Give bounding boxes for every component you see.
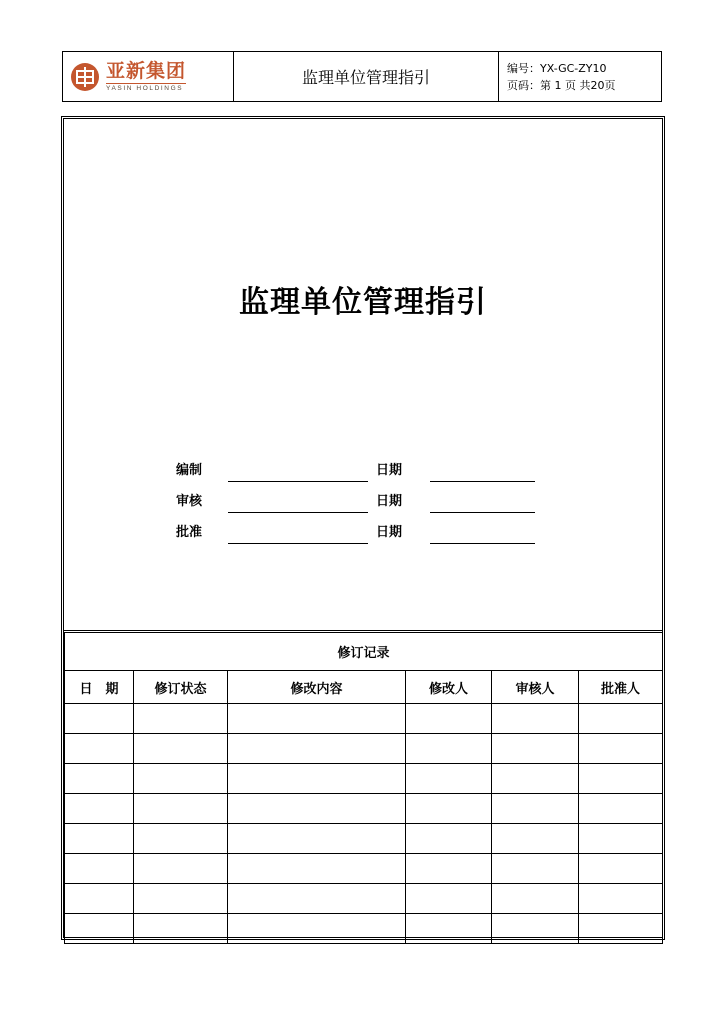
table-cell[interactable] — [406, 824, 492, 854]
table-cell[interactable] — [228, 824, 406, 854]
table-cell[interactable] — [406, 764, 492, 794]
table-cell[interactable] — [406, 794, 492, 824]
table-cell[interactable] — [492, 794, 579, 824]
table-cell[interactable] — [406, 704, 492, 734]
table-cell[interactable] — [579, 704, 663, 734]
table-cell[interactable] — [579, 764, 663, 794]
revision-body — [65, 704, 663, 944]
revision-table — [64, 633, 663, 944]
date-line[interactable] — [430, 543, 535, 544]
company-logo — [63, 52, 234, 101]
signature-label: 批准 — [176, 525, 203, 540]
table-cell[interactable] — [228, 794, 406, 824]
date-label: 日期 — [376, 525, 403, 540]
column-header-content: 修改内容 — [228, 671, 406, 704]
company-logo-icon — [70, 62, 100, 92]
signature-row-review — [64, 490, 662, 516]
logo-chinese-name: 亚新集团 — [106, 60, 187, 82]
table-cell[interactable] — [134, 734, 228, 764]
table-cell[interactable] — [579, 884, 663, 914]
header-title: 监理单位管理指引 — [234, 52, 499, 101]
table-cell[interactable] — [228, 884, 406, 914]
table-cell[interactable] — [579, 794, 663, 824]
table-cell[interactable] — [579, 734, 663, 764]
table-cell[interactable] — [65, 854, 134, 884]
table-cell[interactable] — [579, 854, 663, 884]
table-cell[interactable] — [134, 704, 228, 734]
table-cell[interactable] — [492, 764, 579, 794]
table-cell[interactable] — [134, 764, 228, 794]
table-cell[interactable] — [134, 854, 228, 884]
table-row — [65, 884, 663, 914]
table-cell[interactable] — [134, 914, 228, 944]
signature-line[interactable] — [228, 512, 368, 513]
date-label: 日期 — [376, 463, 403, 478]
table-cell[interactable] — [228, 914, 406, 944]
table-cell[interactable] — [492, 884, 579, 914]
table-cell[interactable] — [579, 914, 663, 944]
table-row — [65, 734, 663, 764]
table-cell[interactable] — [65, 824, 134, 854]
revision-header-row — [65, 671, 663, 704]
date-label: 日期 — [376, 494, 403, 509]
document-header — [62, 51, 662, 102]
table-row — [65, 854, 663, 884]
signature-row-approve — [64, 521, 662, 547]
table-cell[interactable] — [492, 704, 579, 734]
table-cell[interactable] — [134, 884, 228, 914]
cover-frame — [61, 116, 665, 940]
table-cell[interactable] — [228, 704, 406, 734]
signature-line[interactable] — [228, 543, 368, 544]
table-cell[interactable] — [65, 704, 134, 734]
table-cell[interactable] — [228, 764, 406, 794]
logo-english-name: YASIN HOLDINGS — [106, 83, 186, 93]
table-row — [65, 914, 663, 944]
column-header-reviewer: 审核人 — [492, 671, 579, 704]
page-number: 页码：第 1 页 共20页 — [507, 78, 616, 92]
table-cell[interactable] — [492, 914, 579, 944]
column-header-status: 修订状态 — [134, 671, 228, 704]
table-cell[interactable] — [134, 824, 228, 854]
column-header-date: 日 期 — [65, 671, 134, 704]
table-cell[interactable] — [492, 734, 579, 764]
cover-section — [64, 119, 662, 633]
revision-caption: 修订记录 — [65, 633, 663, 671]
table-row — [65, 764, 663, 794]
column-header-approver: 批准人 — [579, 671, 663, 704]
table-cell[interactable] — [65, 794, 134, 824]
table-cell[interactable] — [65, 914, 134, 944]
table-cell[interactable] — [406, 884, 492, 914]
signature-label: 审核 — [176, 494, 203, 509]
table-cell[interactable] — [406, 854, 492, 884]
revision-record — [64, 633, 662, 944]
table-cell[interactable] — [228, 734, 406, 764]
table-cell[interactable] — [406, 734, 492, 764]
signature-line[interactable] — [228, 481, 368, 482]
table-cell[interactable] — [492, 854, 579, 884]
table-cell[interactable] — [65, 884, 134, 914]
table-cell[interactable] — [65, 764, 134, 794]
table-row — [65, 824, 663, 854]
document-title: 监理单位管理指引 — [239, 285, 487, 320]
table-row — [65, 704, 663, 734]
table-cell[interactable] — [579, 824, 663, 854]
table-cell[interactable] — [406, 914, 492, 944]
date-line[interactable] — [430, 512, 535, 513]
document-code: 编号：YX-GC-ZY10 — [507, 61, 607, 75]
table-cell[interactable] — [65, 734, 134, 764]
table-cell[interactable] — [134, 794, 228, 824]
signature-label: 编制 — [176, 463, 203, 478]
date-line[interactable] — [430, 481, 535, 482]
table-cell[interactable] — [228, 854, 406, 884]
table-cell[interactable] — [492, 824, 579, 854]
header-meta — [499, 52, 661, 101]
signature-row-compile — [64, 459, 662, 485]
column-header-modifier: 修改人 — [406, 671, 492, 704]
table-row — [65, 794, 663, 824]
